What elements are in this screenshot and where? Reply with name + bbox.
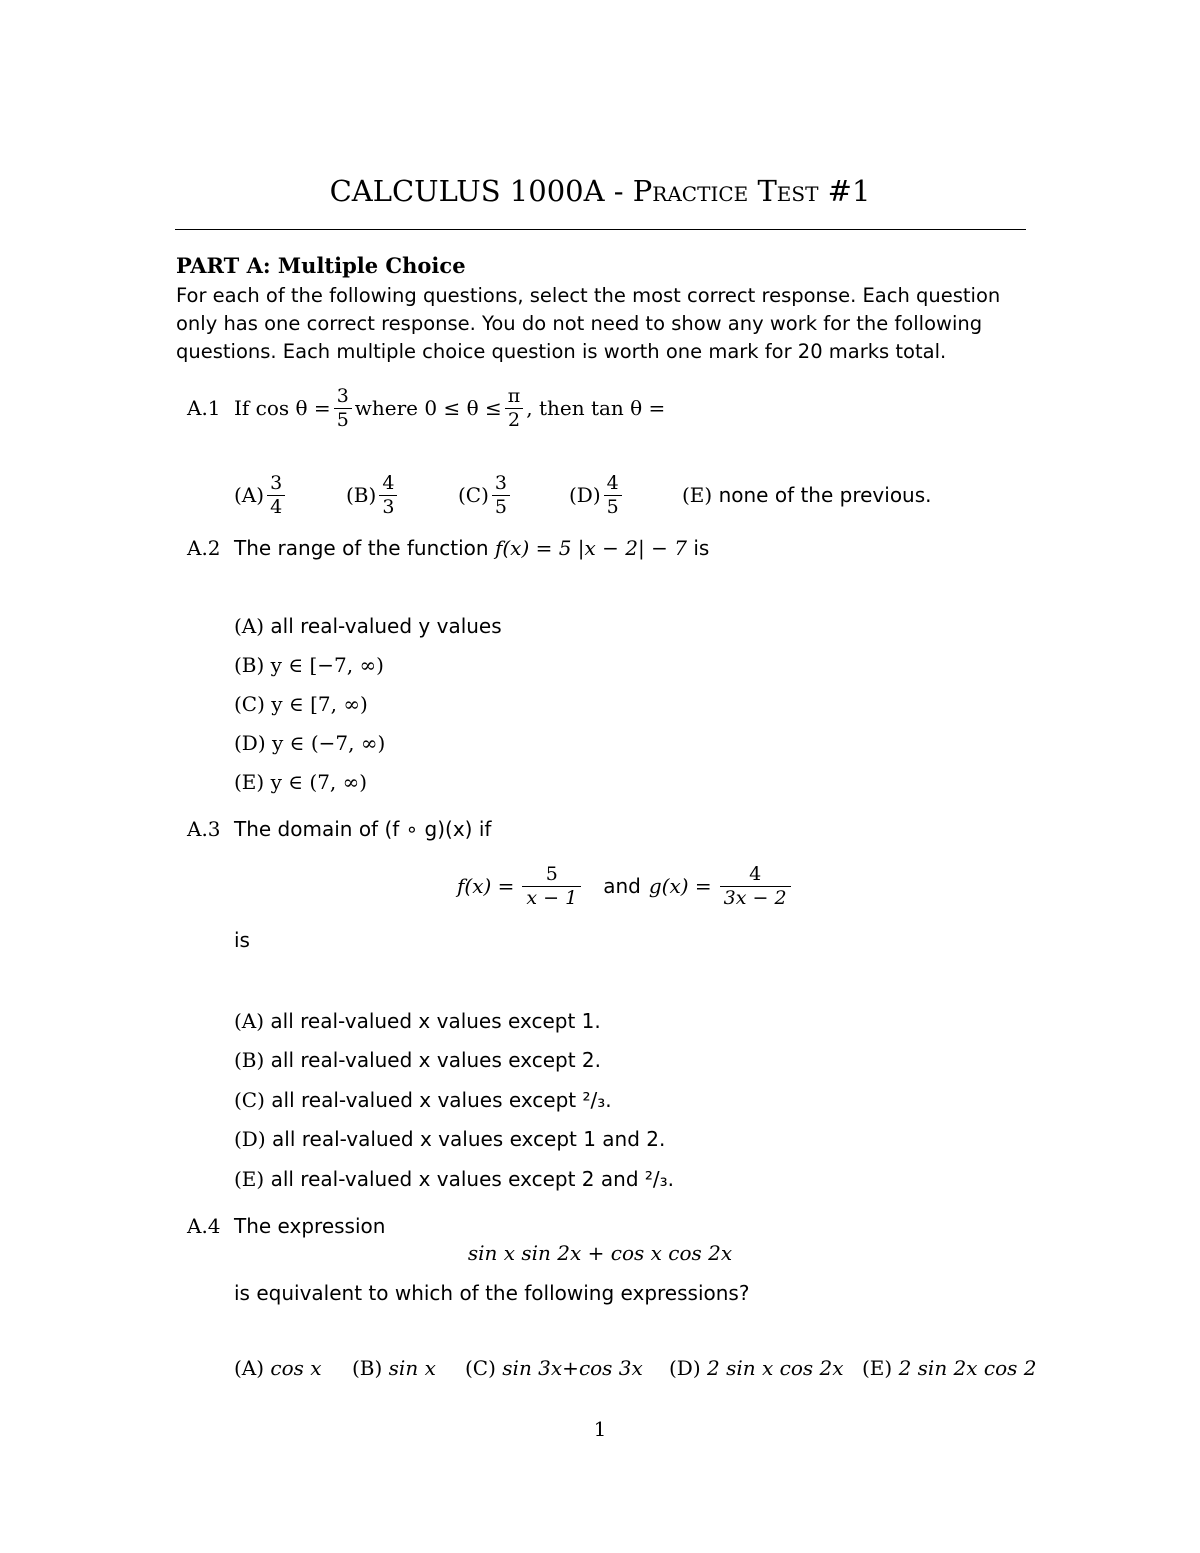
a2-stem-math: f(x) = 5 |x − 2| − 7: [494, 536, 687, 560]
option-label: (A): [234, 1009, 265, 1033]
a3-f-num: 5: [522, 863, 581, 887]
a4-option-e[interactable]: [862, 1356, 1037, 1380]
option-label: (C): [465, 1356, 496, 1380]
intro-line-3: questions. Each multiple choice question is worth one mark for 20 marks total.: [176, 340, 947, 363]
option-fraction: [492, 472, 510, 519]
option-text: none of the previous.: [718, 483, 932, 507]
a3-option-e[interactable]: [234, 1167, 674, 1191]
option-label: (E): [682, 483, 713, 507]
intro-line-2: only has one correct response. You do not need to show any work for the following: [176, 312, 983, 335]
a4-option-c[interactable]: [465, 1356, 643, 1380]
option-text: 2 sin x cos 2x: [707, 1356, 844, 1380]
question-number-a2: A.2: [187, 536, 221, 560]
a1-option-c[interactable]: [458, 466, 513, 524]
option-label: (E): [862, 1356, 893, 1380]
option-label: (D): [669, 1356, 701, 1380]
option-label: (A): [234, 483, 265, 507]
frac-num: 3: [267, 472, 285, 496]
a3-g-num: 4: [720, 863, 791, 887]
option-label: (E): [234, 770, 265, 794]
option-label: (C): [458, 483, 489, 507]
option-text: sin 3x+cos 3x: [502, 1356, 643, 1380]
frac-num: 4: [604, 472, 622, 496]
option-text: y ∈ [7, ∞): [271, 692, 368, 716]
option-fraction: [267, 472, 285, 519]
title-main: CALCULUS 1000A -: [329, 174, 633, 208]
a4-expression: sin x sin 2x + cos x cos 2x: [467, 1241, 733, 1265]
a1-stem-prefix: If cos θ =: [234, 396, 331, 420]
option-text: y ∈ (−7, ∞): [272, 731, 386, 755]
option-fraction: [604, 472, 622, 519]
option-text: y ∈ [−7, ∞): [270, 653, 384, 677]
a3-and-text: and: [603, 874, 641, 898]
option-label: (B): [234, 653, 265, 677]
a1-stem-mid: where 0 ≤ θ ≤: [354, 396, 502, 420]
option-text: 2 sin 2x cos 2: [898, 1356, 1037, 1380]
a1-option-e[interactable]: [682, 466, 932, 524]
a3-option-c[interactable]: [234, 1088, 612, 1112]
frac-den: 4: [270, 495, 283, 518]
option-text: cos x: [270, 1356, 322, 1380]
title-small-caps: Practice Test #1: [632, 174, 871, 208]
question-number-a4: A.4: [187, 1214, 221, 1238]
a3-f-fraction: [522, 863, 581, 910]
a3-g-lhs: g(x) =: [648, 874, 712, 898]
a2-option-d[interactable]: [234, 731, 385, 755]
a2-stem-text: The range of the function: [234, 536, 489, 560]
a1-option-d[interactable]: [569, 466, 625, 524]
question-stem-a3: The domain of (f ∘ g)(x) if: [234, 817, 492, 841]
option-label: (D): [234, 731, 266, 755]
a4-option-d[interactable]: [669, 1356, 843, 1380]
option-label: (E): [234, 1167, 265, 1191]
frac-den: 5: [494, 495, 508, 518]
option-label: (B): [352, 1356, 383, 1380]
frac-num: 4: [379, 472, 397, 496]
a2-option-c[interactable]: [234, 692, 368, 716]
page-number: 1: [593, 1417, 607, 1441]
a1-frac-num: 3: [334, 385, 352, 409]
frac-num: 3: [492, 472, 510, 496]
a3-f-lhs: f(x) =: [457, 874, 515, 898]
a3-f-den: x − 1: [526, 886, 578, 909]
page-title: [0, 174, 1200, 208]
a4-option-a[interactable]: [234, 1356, 322, 1380]
question-stem-a4: The expression: [234, 1214, 386, 1238]
option-label: (C): [234, 1088, 265, 1112]
a3-option-b[interactable]: [234, 1048, 601, 1072]
question-number-a1: A.1: [187, 396, 221, 420]
a3-option-a[interactable]: [234, 1009, 601, 1033]
question-number-a3: A.3: [187, 817, 221, 841]
a1-stem-suffix: , then tan θ =: [526, 396, 666, 420]
a3-g-den: 3x − 2: [723, 886, 787, 909]
a2-option-b[interactable]: [234, 653, 384, 677]
option-text: all real-valued x values except 2.: [270, 1048, 601, 1072]
option-label: (A): [234, 1356, 265, 1380]
option-text: all real-valued y values: [270, 614, 502, 638]
option-fraction: [379, 472, 397, 519]
a1-frac2-den: 2: [507, 408, 521, 431]
a3-stem-end: is: [234, 928, 250, 952]
a2-option-a[interactable]: [234, 614, 502, 638]
a2-option-e[interactable]: [234, 770, 367, 794]
a1-frac2-num: π: [505, 385, 524, 409]
a4-stem-end: is equivalent to which of the following expressions?: [234, 1281, 750, 1305]
a3-g-fraction: [720, 863, 791, 910]
option-text: all real-valued x values except 2 and ²/₃.: [270, 1167, 674, 1191]
option-text: sin x: [388, 1356, 436, 1380]
a3-option-d[interactable]: [234, 1127, 665, 1151]
option-label: (D): [234, 1127, 266, 1151]
frac-den: 5: [606, 495, 619, 518]
intro-line-1: For each of the following questions, select the most correct response. Each question: [176, 284, 1001, 307]
frac-den: 3: [382, 495, 395, 518]
part-a-heading: PART A: Multiple Choice: [176, 253, 466, 278]
a2-stem-end: is: [693, 536, 710, 560]
a1-fraction-3-5: [334, 385, 352, 432]
question-stem-a1: [234, 378, 665, 438]
option-label: (C): [234, 692, 265, 716]
title-rule: [175, 229, 1026, 230]
option-label: (D): [569, 483, 601, 507]
a1-fraction-pi-2: [505, 385, 524, 432]
option-text: all real-valued x values except 1 and 2.: [272, 1127, 666, 1151]
option-label: (B): [234, 1048, 265, 1072]
a1-option-a[interactable]: [234, 466, 288, 524]
a1-option-b[interactable]: [346, 466, 400, 524]
option-label: (A): [234, 614, 265, 638]
a1-frac-den: 5: [336, 408, 349, 431]
option-text: all real-valued x values except 1.: [270, 1009, 601, 1033]
a4-option-b[interactable]: [352, 1356, 436, 1380]
option-text: all real-valued x values except ²/₃.: [271, 1088, 612, 1112]
question-stem-a2: [234, 536, 709, 560]
option-label: (B): [346, 483, 377, 507]
a3-display-equation: [457, 853, 799, 919]
option-text: y ∈ (7, ∞): [270, 770, 368, 794]
